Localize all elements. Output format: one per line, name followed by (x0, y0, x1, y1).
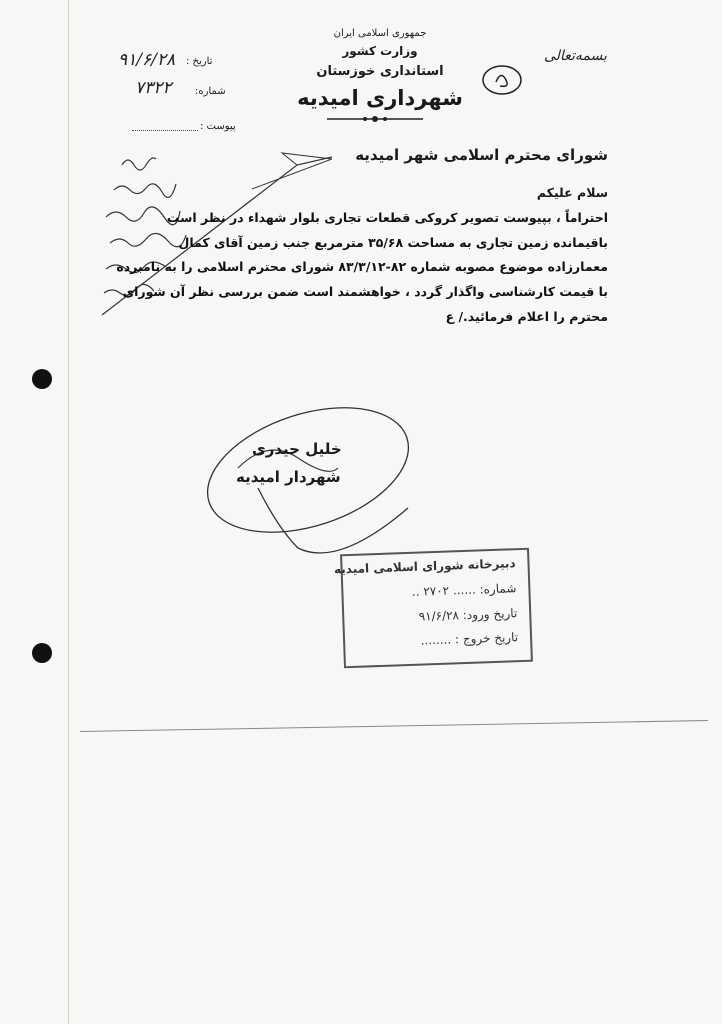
addressee: شورای محترم اسلامی شهر امیدیه (355, 146, 608, 164)
body-line: با قیمت کارشناسی واگذار گردد ، خواهشمند است ضمن بررسی نظر آن شورای (122, 284, 608, 299)
letterhead-ornament (325, 112, 425, 126)
attachment-field-line (132, 130, 198, 131)
stamp-exit-date: تاریخ خروج : ........ (420, 630, 519, 648)
body-line: باقیمانده زمین تجاری به مساحت ۳۵/۶۸ مترمربع جنب زمین آقای کمال (178, 235, 608, 250)
letterhead-ministry: وزارت کشور (342, 44, 418, 58)
letterhead-municipality: شهرداری امیدیه (297, 86, 463, 110)
punch-hole-upper (32, 369, 52, 389)
stamp-entry-date: تاریخ ورود: ۹۱/۶/۲۸ (418, 606, 518, 624)
body-line: احتراماً ، بپیوست تصویر کروکی قطعات تجاری بلوار شهداء در نظر است (166, 210, 608, 225)
greeting: سلام علیکم (536, 185, 608, 200)
attachment-label: پیوست : (200, 121, 236, 132)
number-value: ۷۳۲۲ (135, 78, 172, 98)
letterhead-country: جمهوری اسلامی ایران (333, 28, 427, 39)
date-value: ۹۱/۶/۲۸ (118, 50, 176, 70)
stamp-number: شماره: ...... ۲۷۰۲ .. (411, 581, 517, 599)
body-line: محترم را اعلام فرمائید./ ع (445, 309, 608, 324)
punch-hole-lower (32, 643, 52, 663)
signatory-name: خلیل حیدری (252, 440, 342, 458)
letterhead-governorate: استانداری خوزستان (316, 64, 444, 79)
stamp-title: دبیرخانه شورای اسلامی امیدیه (333, 556, 516, 577)
page-fold-line (68, 0, 69, 1024)
page-separator-line (80, 720, 708, 732)
body-line: معمارزاده موضوع مصوبه شماره ۸۲-۸۳/۳/۱۲ شورای محترم اسلامی را به نامبرده (116, 259, 608, 274)
number-label: شماره: (195, 86, 226, 97)
secretariat-stamp (333, 548, 533, 669)
date-label: تاریخ : (186, 56, 213, 67)
circled-number-mark (480, 62, 524, 98)
signatory-title: شهردار امیدیه (236, 468, 341, 486)
corner-note: بسمه‌تعالی (544, 48, 607, 64)
